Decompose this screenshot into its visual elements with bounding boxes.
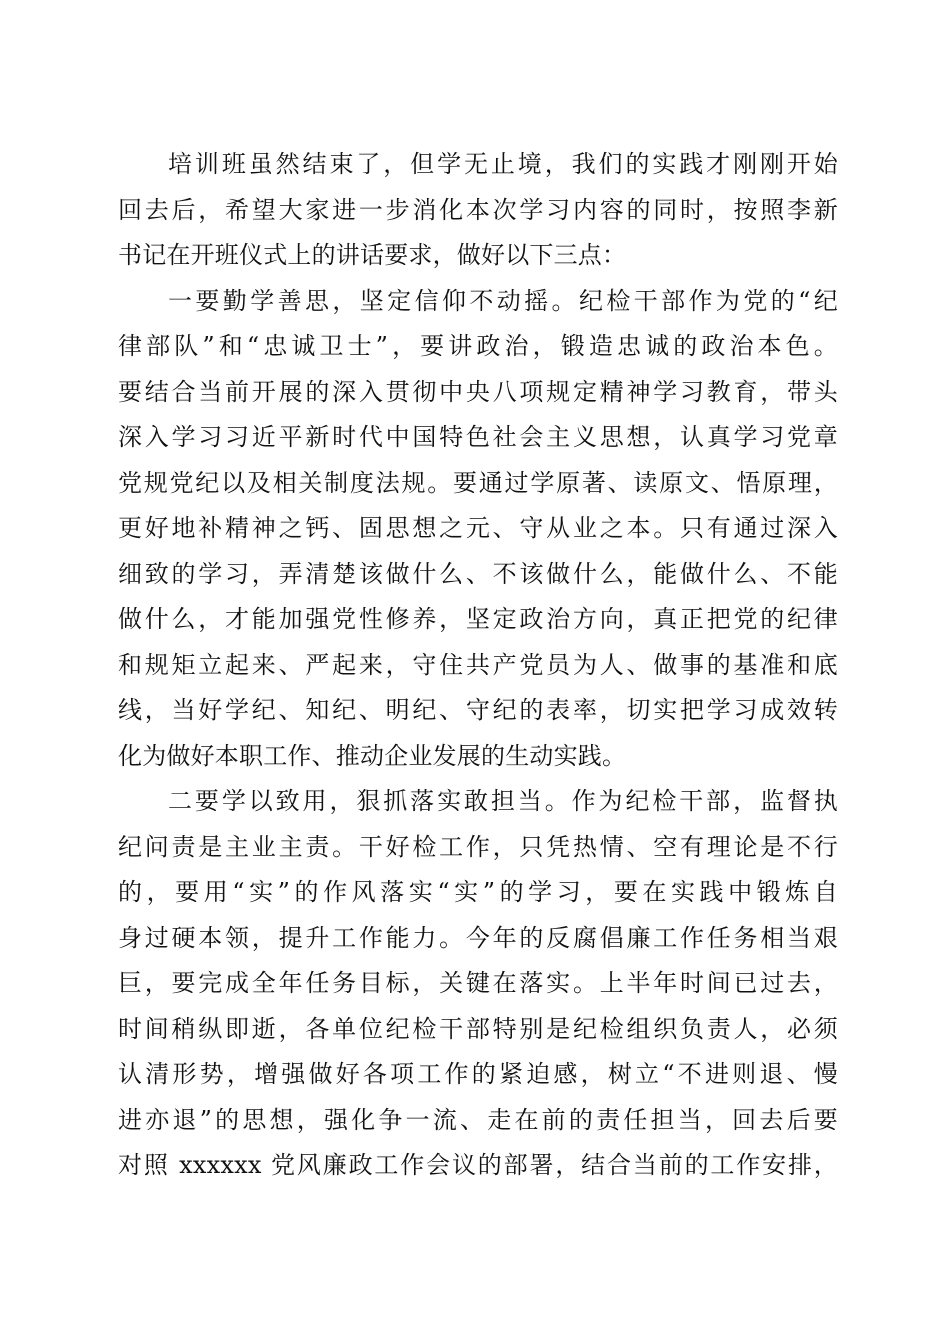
text-line: 深入学习习近平新时代中国特色社会主义思想，认真学习党章 xyxy=(118,423,838,451)
text-line: 要结合当前开展的深入贯彻中央八项规定精神学习教育，带头 xyxy=(118,377,838,406)
text-line: 进亦退”的思想，强化争一流、走在前的责任担当，回去后要 xyxy=(118,1105,838,1134)
text-line: 化为做好本职工作、推动企业发展的生动实践。 xyxy=(118,741,627,770)
text-line: 一要勤学善思，坚定信仰不动摇。纪检干部作为党的“纪 xyxy=(168,286,838,315)
text-line: 身过硬本领，提升工作能力。今年的反腐倡廉工作任务相当艰 xyxy=(118,923,838,952)
text-line: 和规矩立起来、严起来，守住共产党员为人、做事的基准和底 xyxy=(118,650,838,679)
paragraph xyxy=(118,779,838,1189)
text-line: 二要学以致用，狠抓落实敢担当。作为纪检干部，监督执 xyxy=(168,787,838,815)
text-line: 纪问责是主业主责。干好检工作，只凭热情、空有理论是不行 xyxy=(118,832,838,861)
paragraph xyxy=(118,279,838,780)
paragraph xyxy=(118,142,838,279)
text-line: 回去后，希望大家进一步消化本次学习内容的同时，按照李新 xyxy=(118,195,838,224)
text-line: 更好地补精神之钙、固思想之元、守从业之本。只有通过深入 xyxy=(118,514,838,542)
text-line: 书记在开班仪式上的讲话要求，做好以下三点： xyxy=(118,241,627,269)
text-line: 对照 xxxxxx 党风廉政工作会议的部署，结合当前的工作安排， xyxy=(118,1151,838,1179)
text-line: 培训班虽然结束了，但学无止境，我们的实践才刚刚开始 xyxy=(168,150,838,178)
text-line: 线，当好学纪、知纪、明纪、守纪的表率，切实把学习成效转 xyxy=(118,696,838,724)
text-line: 认清形势，增强做好各项工作的紧迫感，树立“不进则退、慢 xyxy=(118,1060,838,1088)
text-line: 做什么，才能加强党性修养，坚定政治方向，真正把党的纪律 xyxy=(118,605,838,633)
text-line: 党规党纪以及相关制度法规。要通过学原著、读原文、悟原理， xyxy=(118,468,838,497)
text-line: 时间稍纵即逝，各单位纪检干部特别是纪检组织负责人，必须 xyxy=(118,1014,838,1043)
text-line: 细致的学习，弄清楚该做什么、不该做什么，能做什么、不能 xyxy=(118,559,838,588)
document-body xyxy=(118,142,838,1189)
text-line: 巨，要完成全年任务目标，关键在落实。上半年时间已过去， xyxy=(118,969,838,997)
text-line: 律部队”和“忠诚卫士”，要讲政治，锻造忠诚的政治本色。 xyxy=(118,332,838,360)
text-line: 的，要用“实”的作风落实“实”的学习，要在实践中锻炼自 xyxy=(118,878,838,906)
